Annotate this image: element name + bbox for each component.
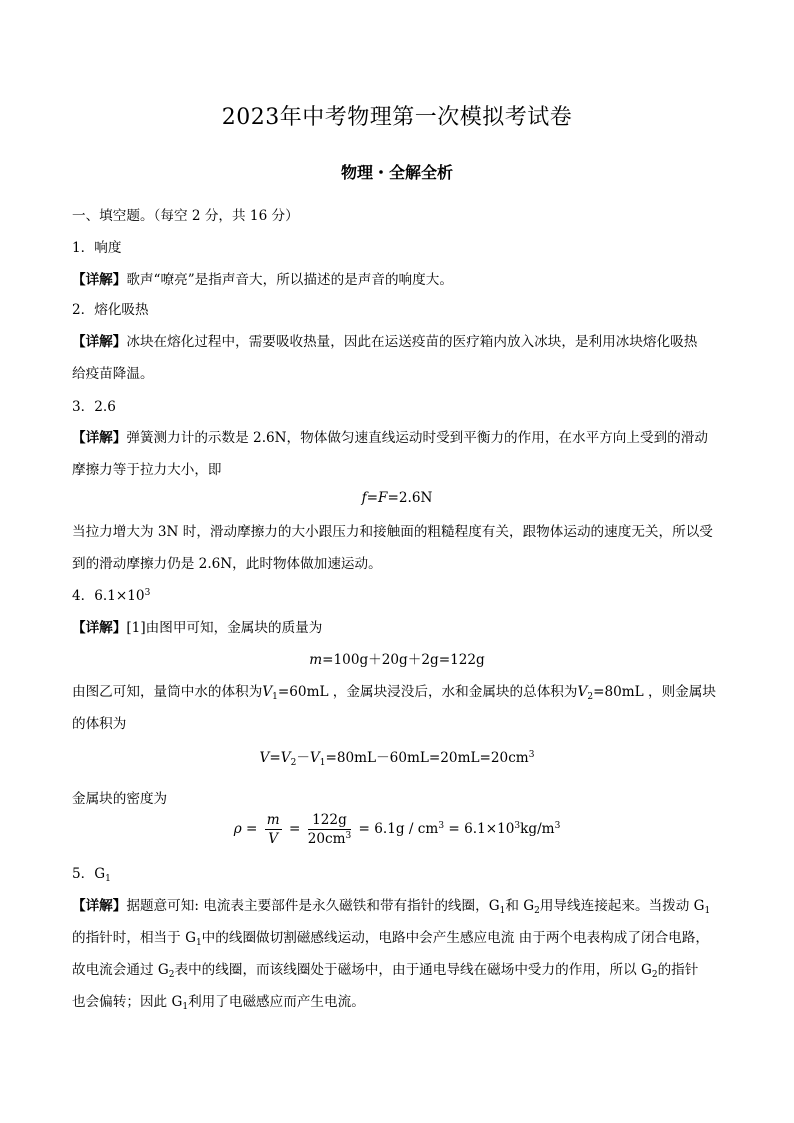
q4-density-formula [0, 812, 794, 847]
q4-text-2b: =60mL ，金属块浸没后，水和金属块的总体积为 [277, 684, 578, 700]
q3-formula-rest: =2.6N [387, 490, 433, 506]
q5-l1b: 和 G [505, 898, 535, 914]
q5-l1a: 据题意可知: 电流表主要部件是永久磁铁和带有指针的线圈，G [126, 898, 500, 914]
q4-vol-V2-sub: 2 [290, 758, 297, 768]
q4-vol-exp: 3 [528, 750, 535, 760]
q1-detail [72, 268, 453, 288]
q4-detail-line1 [72, 616, 322, 636]
q5-detail-line4 [72, 990, 365, 1012]
q4-rho-eq: = [241, 821, 262, 837]
q4-volume-formula [0, 746, 794, 768]
q3-detail-line2: 摩擦力等于拉力大小，即 [72, 462, 222, 478]
q5-detail-line2 [72, 926, 709, 948]
q5-detail-tag: 【详解】 [72, 898, 127, 914]
q4-answer-base: 4．6.1×10 [72, 588, 145, 604]
q4-frac2-den-base: 20cm [307, 831, 346, 847]
q3-detail-line1 [72, 426, 708, 446]
q4-frac-values [308, 812, 352, 847]
q2-detail-line1 [72, 330, 697, 350]
q5-detail-line3 [72, 958, 698, 980]
q4-vol-V2: V [280, 750, 291, 766]
q5-l1c: 用导线连接起来。当拨动 G [539, 898, 705, 914]
q3-detail-tag: 【详解】 [72, 430, 127, 446]
q4-v2-sub: 2 [587, 692, 594, 702]
q4-detail-line2 [72, 680, 716, 702]
q2-answer: 2．熔化吸热 [72, 302, 149, 318]
q5-detail-line1 [72, 894, 710, 916]
q3-formula-eq: = [366, 490, 379, 506]
q2-detail-line2: 给疫苗降温。 [72, 366, 154, 382]
q1-detail-text: 歌声“嘹亮”是指声音大，所以描述的是声音的响度大。 [126, 272, 453, 288]
q4-vol-eq: = [269, 750, 281, 766]
q1-answer: 1．响度 [72, 240, 122, 256]
q4-text-2a: 由图乙可知，量筒中水的体积为 [72, 684, 263, 700]
q4-frac2-num: 122g [308, 812, 352, 830]
q4-vol-rest: =80mL－60mL=20mL=20cm [325, 750, 529, 766]
q5-l3-sub2b: 2 [651, 970, 658, 980]
q4-mass-rest: =100g＋20g＋2g=122g [322, 652, 485, 668]
q4-rho-tail2: = 6.1×10 [444, 821, 515, 837]
q5-answer-sub: 1 [105, 874, 111, 884]
q5-l3a: 故电流会通过 G [72, 962, 169, 978]
q3-formula-F: F [378, 490, 388, 506]
q5-answer [72, 862, 111, 884]
q4-frac2-den [308, 830, 352, 847]
q3-detail-line4: 到的滑动摩擦力仍是 2.6N，此时物体做加速运动。 [72, 556, 382, 572]
page-title: 2023年中考物理第一次模拟考试卷 [221, 105, 573, 130]
q4-detail-line4: 金属块的密度为 [72, 791, 168, 807]
q4-frac1-num: m [266, 812, 280, 828]
q4-vol-minus: － [296, 750, 310, 766]
q4-mass-formula [0, 648, 794, 668]
q5-l3b: 表中的线圈，而该线圈处于磁场中，由于通电导线在磁场中受力的作用，所以 G [174, 962, 652, 978]
q4-rho-tail1: = 6.1g / cm [354, 821, 439, 837]
q4-detail-line3: 的体积为 [72, 716, 127, 732]
q3-detail-line3: 当拉力增大为 3N 时，滑动摩擦力的大小跟压力和接触面的粗糙程度有关，跟物体运动的速度无关，所以受 [72, 524, 713, 540]
q4-mass-m: m [309, 652, 323, 668]
q5-l4a: 也会偏转；因此 G [72, 994, 183, 1010]
q5-l2-sub1: 1 [195, 938, 202, 948]
q5-l3c: 的指针 [657, 962, 699, 978]
q2-detail-tag: 【详解】 [72, 334, 127, 350]
q3-formula [0, 490, 794, 506]
q5-l4b: 利用了电磁感应而产生电流。 [188, 994, 365, 1010]
q4-rho-tail3: kg/m [520, 821, 555, 837]
q5-l1-sub3: 1 [704, 906, 711, 916]
q4-detail-tag: 【详解】 [72, 620, 127, 636]
q5-l3-sub2: 2 [168, 970, 175, 980]
q5-l2b: 中的线圈做切割磁感线运动，电路中会产生感应电流 由于两个电表构成了闭合电路， [201, 930, 709, 946]
q4-v2-sym: V [577, 684, 588, 700]
q4-frac1-den: V [268, 831, 279, 847]
q3-answer: 3．2.6 [72, 399, 116, 415]
q3-detail-text-1: 弹簧测力计的示数是 2.6N，物体做匀速直线运动时受到平衡力的作用，在水平方向上受到的滑动 [126, 430, 708, 446]
q4-text-2c: =80mL ，则金属块 [593, 684, 716, 700]
q4-rho-tail3-exp: 3 [554, 821, 561, 831]
q4-rho-eq2: = [284, 821, 305, 837]
q5-l1-sub2: 2 [534, 906, 540, 916]
q4-rho-tail1-exp: 3 [438, 821, 445, 831]
page-subtitle: 物理・全解全析 [340, 163, 453, 182]
q4-vol-V1: V [309, 750, 320, 766]
q4-rho: ρ [233, 821, 242, 837]
q4-vol-V1-sub: 1 [319, 758, 326, 768]
q4-frac2-den-exp: 3 [345, 831, 352, 841]
q2-detail-text-1: 冰块在熔化过程中，需要吸收热量，因此在运送疫苗的医疗箱内放入冰块，是利用冰块熔化吸热 [126, 334, 698, 350]
q5-answer-base: 5．G [72, 866, 106, 882]
q4-vol-V: V [259, 750, 270, 766]
q4-answer [72, 584, 150, 604]
q4-answer-exp: 3 [144, 588, 151, 598]
q4-v1-sub: 1 [272, 692, 278, 702]
q5-l4-sub1: 1 [182, 1002, 189, 1012]
q1-detail-tag: 【详解】 [72, 272, 127, 288]
q4-detail-text-1: [1]由图甲可知，金属块的质量为 [126, 620, 323, 636]
q4-v1-sym: V [262, 684, 273, 700]
q5-l1-sub1: 1 [499, 906, 506, 916]
q4-rho-tail2-exp: 3 [514, 821, 521, 831]
q4-frac-m-over-V [265, 812, 282, 847]
q5-l2a: 的指针时，相当于 G [72, 930, 196, 946]
q3-formula-f: f [361, 490, 367, 506]
section-heading: 一、填空题。（每空 2 分，共 16 分） [72, 208, 299, 224]
